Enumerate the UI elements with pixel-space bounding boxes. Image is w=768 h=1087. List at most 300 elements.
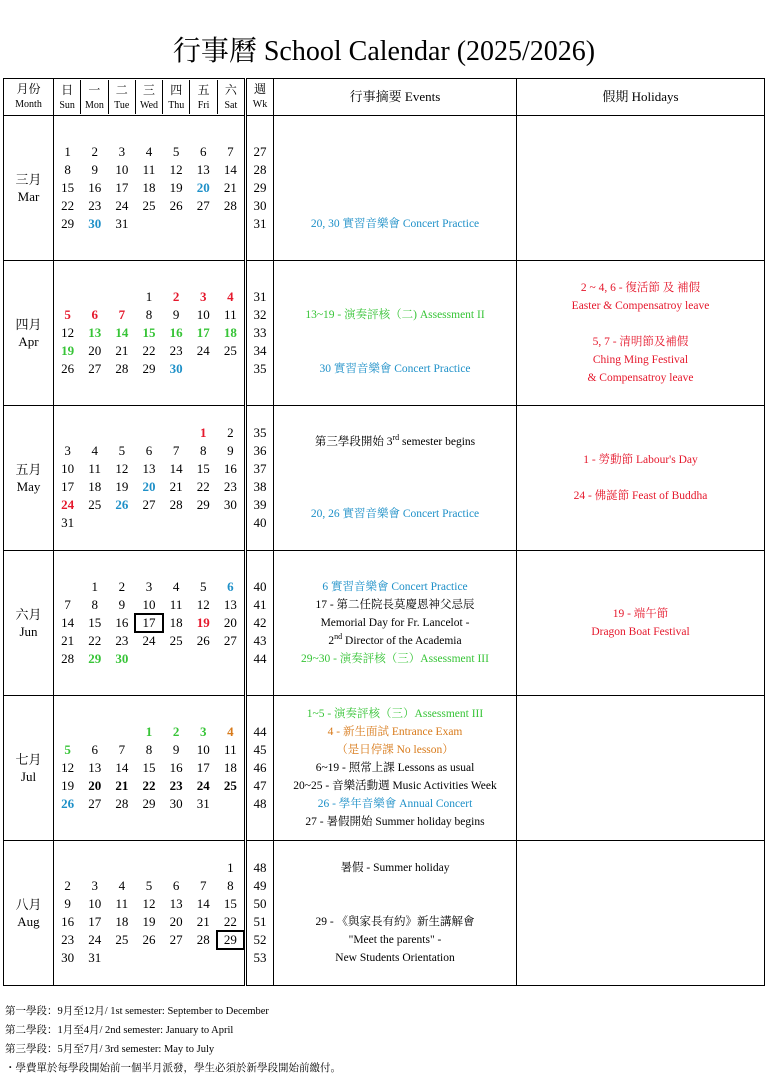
week-row xyxy=(54,877,244,895)
holiday-line xyxy=(517,369,764,387)
event-line xyxy=(274,632,516,650)
day-cell: 2 xyxy=(172,289,180,304)
week-number: 38 xyxy=(253,479,267,494)
day-cell: 11 xyxy=(115,896,129,911)
week-number: 27 xyxy=(253,144,267,159)
day-cell: 12 xyxy=(169,162,183,177)
day-cell xyxy=(54,859,81,877)
month-header-en: Month xyxy=(15,99,42,110)
event-line-text: "Meet the parents" - xyxy=(348,934,442,946)
day-cell: 16 xyxy=(115,615,129,630)
day-cell: 18 xyxy=(115,914,129,929)
month-days xyxy=(54,261,246,406)
week-header-en: Wk xyxy=(252,99,268,110)
month-label-en: Jun xyxy=(19,624,38,639)
day-cell: 5 xyxy=(199,579,207,594)
day-cell: 28 xyxy=(223,198,237,213)
event-line-text: New Students Orientation xyxy=(335,952,455,964)
day-cell: 20 xyxy=(196,180,210,195)
day-cell: 18 xyxy=(223,760,237,775)
week-numbers xyxy=(246,261,274,406)
event-line xyxy=(274,360,516,378)
day-cell: 14 xyxy=(196,896,210,911)
week-number: 40 xyxy=(253,579,267,594)
month-days xyxy=(54,696,246,841)
week-row xyxy=(54,895,244,913)
event-line xyxy=(274,143,516,161)
day-cell: 24 xyxy=(115,198,129,213)
event-line xyxy=(274,949,516,967)
day-cell: 3 xyxy=(145,579,153,594)
event-line-text: （是日停課 No lesson） xyxy=(336,744,454,756)
event-line xyxy=(274,705,516,723)
day-cell: 3 xyxy=(118,144,126,159)
day-cell: 24 xyxy=(88,932,102,947)
holiday-line-text: 2 ~ 4, 6 - 復活節 及 補假 xyxy=(580,282,701,294)
day-cell xyxy=(217,949,244,967)
day-cell: 8 xyxy=(64,162,71,177)
event-line-text: 20, 26 實習音樂會 Concert Practice xyxy=(310,508,480,520)
week-row xyxy=(54,913,244,931)
holiday-line xyxy=(517,351,764,369)
month-label-zh: 四月 xyxy=(15,317,42,332)
event-line xyxy=(274,324,516,342)
day-cell: 27 xyxy=(223,633,237,648)
day-cell: 27 xyxy=(142,497,156,512)
day-cell: 6 xyxy=(172,878,180,893)
day-cell: 21 xyxy=(196,914,210,929)
day-cell: 23 xyxy=(115,633,129,648)
week-row xyxy=(54,324,244,342)
day-cell: 2 xyxy=(172,724,180,739)
footer-line: 第二學段：1月至4月/ 2nd semester: January to April xyxy=(5,1025,234,1036)
day-cell: 30 xyxy=(61,950,75,965)
day-cell: 14 xyxy=(223,162,237,177)
holidays-cell xyxy=(517,261,765,406)
day-cell: 28 xyxy=(115,361,129,376)
day-cell: 28 xyxy=(196,932,210,947)
weekday-en: Wed xyxy=(139,100,159,111)
event-line-tail: Director of the Academia xyxy=(342,635,462,647)
day-cell: 19 xyxy=(61,343,75,358)
events-cell xyxy=(274,841,517,986)
day-cell: 8 xyxy=(227,878,234,893)
event-line xyxy=(274,578,516,596)
day-cell: 5 xyxy=(172,144,180,159)
holiday-line xyxy=(517,297,764,315)
day-cell: 8 xyxy=(145,742,153,757)
event-line-text: 第三學段開始 3 xyxy=(314,436,393,448)
day-cell: 23 xyxy=(169,778,183,793)
month-label xyxy=(4,551,54,696)
day-cell: 19 xyxy=(115,479,129,494)
day-cell xyxy=(135,215,162,233)
calendar-table xyxy=(3,78,765,986)
day-cell: 13 xyxy=(223,597,237,612)
day-cell: 14 xyxy=(169,461,183,476)
day-cell: 2 xyxy=(118,579,126,594)
day-cell xyxy=(163,859,190,877)
event-line xyxy=(274,451,516,469)
day-cell xyxy=(190,215,217,233)
day-cell xyxy=(54,578,81,596)
weekday-en: Tue xyxy=(114,100,130,111)
week-numbers xyxy=(246,696,274,841)
day-cell: 20 xyxy=(88,778,102,793)
day-cell: 22 xyxy=(196,479,210,494)
day-cell: 12 xyxy=(115,461,129,476)
day-cell: 15 xyxy=(142,325,156,340)
event-line xyxy=(274,288,516,306)
holidays-cell xyxy=(517,841,765,986)
month-label-en: Apr xyxy=(18,334,39,349)
day-cell: 7 xyxy=(118,742,126,757)
weekday-header xyxy=(54,79,246,116)
day-cell: 11 xyxy=(224,742,237,757)
week-number: 48 xyxy=(253,796,267,811)
day-cell: 24 xyxy=(196,778,210,793)
day-cell: 7 xyxy=(227,144,234,159)
day-cell: 13 xyxy=(88,760,102,775)
day-cell: 30 xyxy=(88,216,102,231)
day-cell: 31 xyxy=(88,950,102,965)
day-cell: 29 xyxy=(196,497,210,512)
month-label-en: Mar xyxy=(17,189,40,204)
holiday-line xyxy=(517,469,764,487)
week-row xyxy=(54,632,244,650)
events-cell xyxy=(274,261,517,406)
day-cell: 22 xyxy=(61,198,75,213)
day-cell: 31 xyxy=(196,796,210,811)
day-cell xyxy=(190,650,217,668)
event-line xyxy=(274,469,516,487)
week-number: 43 xyxy=(253,633,267,648)
month-label xyxy=(4,406,54,551)
events-header: 行事摘要 Events xyxy=(274,79,517,116)
day-cell: 15 xyxy=(196,461,210,476)
day-cell: 29 xyxy=(142,361,156,376)
week-row xyxy=(54,161,244,179)
holiday-line-text: Dragon Boat Festival xyxy=(591,626,690,638)
day-cell xyxy=(54,424,81,442)
day-cell xyxy=(163,215,190,233)
month-label-zh: 三月 xyxy=(15,172,42,187)
day-cell: 9 xyxy=(227,443,234,458)
event-line xyxy=(274,179,516,197)
footer-line: ・學費單於每學段開始前一個半月派發，學生必須於新學段開始前繳付。 xyxy=(5,1063,341,1074)
day-cell xyxy=(163,424,190,442)
events-cell xyxy=(274,406,517,551)
week-number: 46 xyxy=(253,760,267,775)
day-cell: 7 xyxy=(199,878,207,893)
week-row xyxy=(54,723,244,741)
day-cell xyxy=(217,360,244,378)
day-cell: 12 xyxy=(61,325,75,340)
month-row xyxy=(4,696,765,841)
week-numbers xyxy=(246,841,274,986)
weekday-zh: 二 xyxy=(115,83,128,97)
week-row xyxy=(54,143,244,161)
week-row xyxy=(54,777,244,795)
day-cell: 5 xyxy=(64,742,71,757)
holiday-line xyxy=(517,605,764,623)
day-cell: 12 xyxy=(196,597,210,612)
events-cell xyxy=(274,696,517,841)
day-cell: 29 xyxy=(217,931,244,949)
day-cell xyxy=(163,949,190,967)
day-cell: 9 xyxy=(118,597,126,612)
week-row xyxy=(54,478,244,496)
day-cell: 4 xyxy=(118,878,126,893)
day-cell: 12 xyxy=(61,760,75,775)
day-cell: 6 xyxy=(91,742,98,757)
weekday-header-tue xyxy=(109,80,136,114)
day-cell: 6 xyxy=(145,443,153,458)
month-row xyxy=(4,841,765,986)
day-cell: 30 xyxy=(115,651,129,666)
week-number: 41 xyxy=(253,597,267,612)
event-line xyxy=(274,723,516,741)
event-line-text: 2 xyxy=(328,635,335,647)
day-cell: 25 xyxy=(223,343,237,358)
day-cell: 10 xyxy=(196,742,210,757)
day-cell: 15 xyxy=(61,180,75,195)
day-cell: 9 xyxy=(91,162,98,177)
day-cell: 11 xyxy=(88,461,101,476)
day-cell: 6 xyxy=(91,307,98,322)
week-header xyxy=(246,79,274,116)
day-cell: 30 xyxy=(223,497,237,512)
day-cell: 4 xyxy=(145,144,153,159)
day-cell: 16 xyxy=(169,325,183,340)
day-cell: 7 xyxy=(172,443,180,458)
day-cell: 22 xyxy=(142,778,156,793)
day-cell: 27 xyxy=(169,932,183,947)
day-cell: 10 xyxy=(88,896,102,911)
event-line xyxy=(274,741,516,759)
weekday-zh: 三 xyxy=(142,83,155,97)
week-numbers xyxy=(246,116,274,261)
week-row xyxy=(54,460,244,478)
week-row xyxy=(54,496,244,514)
day-cell: 9 xyxy=(64,896,71,911)
month-label-en: Jul xyxy=(20,769,37,784)
month-days xyxy=(54,406,246,551)
month-days xyxy=(54,116,246,261)
day-cell: 28 xyxy=(115,796,129,811)
day-cell: 21 xyxy=(115,343,129,358)
day-cell: 1 xyxy=(199,425,207,440)
week-number: 51 xyxy=(253,914,267,929)
day-cell: 1 xyxy=(64,144,71,159)
event-line xyxy=(274,215,516,233)
holiday-line-text: 24 - 佛誕節 Feast of Buddha xyxy=(573,490,708,502)
week-number: 36 xyxy=(253,443,267,458)
week-number: 53 xyxy=(253,950,267,965)
week-row xyxy=(54,424,244,442)
day-cell: 1 xyxy=(145,289,153,304)
day-cell: 11 xyxy=(169,597,183,612)
day-cell: 8 xyxy=(199,443,207,458)
day-cell: 11 xyxy=(224,307,237,322)
event-line xyxy=(274,795,516,813)
event-line xyxy=(274,306,516,324)
month-days xyxy=(54,551,246,696)
day-cell: 2 xyxy=(227,425,234,440)
day-cell: 25 xyxy=(88,497,102,512)
week-row xyxy=(54,578,244,596)
day-cell: 1 xyxy=(227,860,234,875)
day-cell: 26 xyxy=(169,198,183,213)
day-cell: 20 xyxy=(169,914,183,929)
day-cell xyxy=(108,723,135,741)
day-cell: 29 xyxy=(61,216,75,231)
day-cell xyxy=(135,859,162,877)
event-line xyxy=(274,650,516,668)
month-row xyxy=(4,116,765,261)
month-label xyxy=(4,116,54,261)
event-line-text: 29~30 - 演奏評核（三）Assessment III xyxy=(301,653,489,665)
holiday-line xyxy=(517,333,764,351)
day-cell: 10 xyxy=(142,597,156,612)
day-cell: 29 xyxy=(142,796,156,811)
event-line-text: 暑假 - Summer holiday xyxy=(340,862,450,874)
month-label-zh: 六月 xyxy=(15,607,42,622)
day-cell: 20 xyxy=(88,343,102,358)
month-row xyxy=(4,406,765,551)
month-label xyxy=(4,841,54,986)
holidays-cell xyxy=(517,116,765,261)
month-header-zh: 月份 xyxy=(16,82,41,96)
week-number: 42 xyxy=(253,615,267,630)
week-row xyxy=(54,215,244,233)
day-cell: 6 xyxy=(199,144,207,159)
week-header-zh: 週 xyxy=(253,82,266,96)
day-cell xyxy=(108,949,135,967)
day-cell xyxy=(217,650,244,668)
weekday-en: Mon xyxy=(84,100,104,111)
day-cell xyxy=(108,288,135,306)
weekday-en: Sat xyxy=(224,100,238,111)
event-line xyxy=(274,505,516,523)
day-cell: 20 xyxy=(142,479,156,494)
day-cell: 22 xyxy=(142,343,156,358)
weekday-header-wed xyxy=(136,80,163,114)
day-cell: 23 xyxy=(88,198,102,213)
event-line xyxy=(274,614,516,632)
day-cell xyxy=(54,288,81,306)
day-cell xyxy=(81,424,108,442)
ordinal-suffix: nd xyxy=(334,632,343,642)
event-line-text: 6 實習音樂會 Concert Practice xyxy=(322,581,468,593)
day-cell xyxy=(54,723,81,741)
weekday-zh: 四 xyxy=(170,83,183,97)
day-cell: 9 xyxy=(172,742,180,757)
event-line xyxy=(274,913,516,931)
week-number: 37 xyxy=(253,461,267,476)
day-cell xyxy=(135,650,162,668)
day-cell xyxy=(217,795,244,813)
day-cell: 18 xyxy=(142,180,156,195)
event-line-text: 20~25 - 音樂活動週 Music Activities Week xyxy=(293,780,497,792)
week-number: 32 xyxy=(253,307,267,322)
day-cell: 25 xyxy=(142,198,156,213)
month-label-zh: 七月 xyxy=(15,752,42,767)
ordinal-suffix: rd xyxy=(392,433,400,443)
week-row xyxy=(54,442,244,460)
holiday-line xyxy=(517,623,764,641)
event-line xyxy=(274,342,516,360)
day-cell: 5 xyxy=(64,307,71,322)
day-cell: 5 xyxy=(145,878,153,893)
day-cell: 11 xyxy=(142,162,156,177)
holiday-line-text: & Compensatroy leave xyxy=(587,372,694,384)
day-cell xyxy=(108,859,135,877)
month-days xyxy=(54,841,246,986)
day-cell: 14 xyxy=(61,615,75,630)
day-cell: 9 xyxy=(172,307,180,322)
week-row xyxy=(54,650,244,668)
day-cell: 13 xyxy=(169,896,183,911)
week-number: 31 xyxy=(253,216,267,231)
weekday-en: Sun xyxy=(59,100,75,111)
day-cell xyxy=(108,514,135,532)
day-cell xyxy=(190,360,217,378)
day-cell: 8 xyxy=(91,597,98,612)
event-line-text: 30 實習音樂會 Concert Practice xyxy=(319,363,471,375)
day-cell: 21 xyxy=(169,479,183,494)
day-cell xyxy=(81,514,108,532)
holiday-line xyxy=(517,315,764,333)
weekday-header-sat xyxy=(218,80,244,114)
day-cell xyxy=(190,949,217,967)
day-cell: 8 xyxy=(145,307,153,322)
week-number: 40 xyxy=(253,515,267,530)
day-cell: 19 xyxy=(61,778,75,793)
day-cell: 25 xyxy=(169,633,183,648)
day-cell: 2 xyxy=(64,878,71,893)
day-cell: 3 xyxy=(91,878,98,893)
day-cell: 17 xyxy=(196,760,210,775)
week-number: 48 xyxy=(253,860,267,875)
week-row xyxy=(54,795,244,813)
day-cell: 27 xyxy=(88,361,102,376)
week-numbers xyxy=(246,551,274,696)
day-cell: 20 xyxy=(223,615,237,630)
day-cell xyxy=(108,424,135,442)
day-cell: 27 xyxy=(196,198,210,213)
event-line xyxy=(274,596,516,614)
day-cell: 5 xyxy=(118,443,126,458)
week-number: 45 xyxy=(253,742,267,757)
day-cell xyxy=(163,650,190,668)
footer-line: 第三學段：5月至7月/ 3rd semester: May to July xyxy=(5,1044,215,1055)
event-line-text: 1~5 - 演奏評核（三）Assessment III xyxy=(306,708,484,720)
day-cell: 26 xyxy=(115,497,129,512)
day-cell xyxy=(217,514,244,532)
week-number: 35 xyxy=(253,361,267,376)
holidays-cell xyxy=(517,406,765,551)
month-label xyxy=(4,261,54,406)
weekday-header-sun xyxy=(54,80,81,114)
event-line-text: 13~19 - 演奏評核（二) Assessment II xyxy=(305,309,485,321)
month-label-en: May xyxy=(16,479,41,494)
footer-line: 第一學段：9月至12月/ 1st semester: September to December xyxy=(5,1006,269,1017)
weekday-zh: 日 xyxy=(61,83,74,97)
day-cell: 31 xyxy=(115,216,129,231)
weekday-zh: 一 xyxy=(88,83,101,97)
holidays-header: 假期 Holidays xyxy=(517,79,765,116)
